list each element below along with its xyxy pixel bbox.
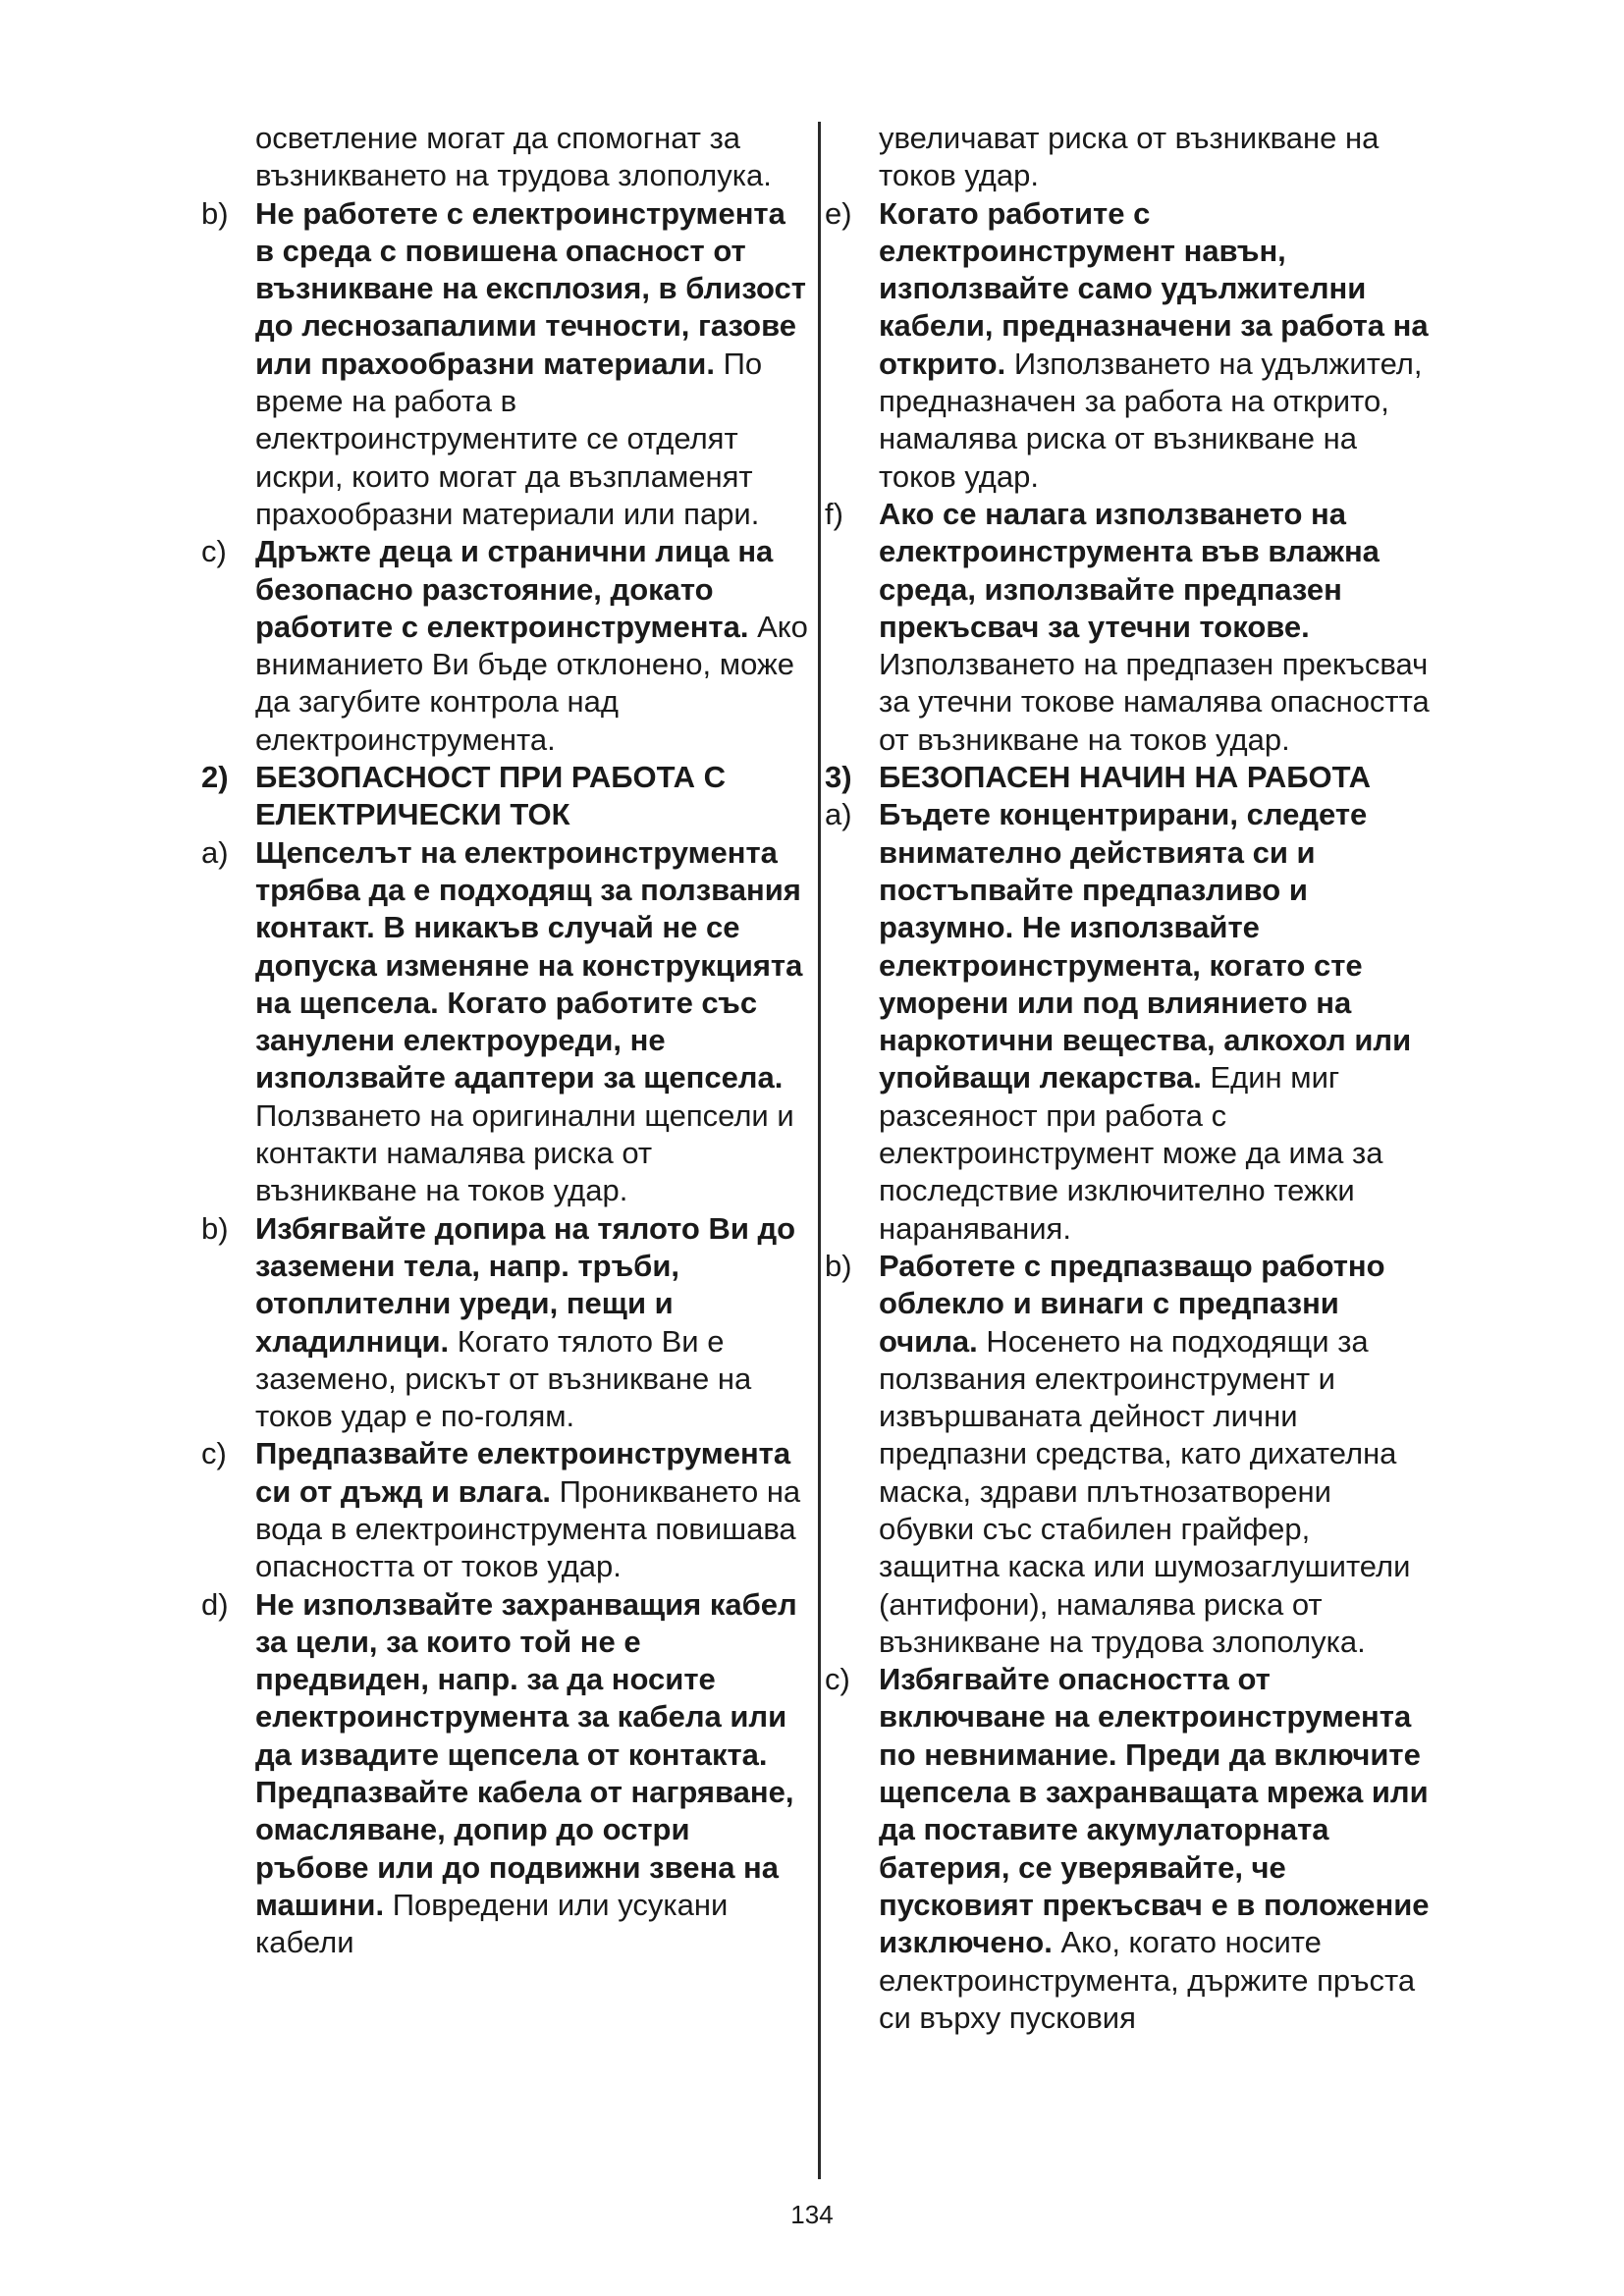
warning-bold: Работете с предпазващо работно облекло и винаги с предпазни очила.	[879, 1248, 1385, 1359]
list-marker: d)	[201, 1586, 229, 1622]
list-marker: b)	[825, 1248, 852, 1283]
list-item-c-rain	[201, 1435, 808, 1585]
paragraph-continuation	[825, 120, 1434, 195]
explanation-text: По време на работа в електроинструментите се отделят искри, които могат да възпламенят прахообразни материали или пари.	[255, 346, 763, 531]
list-item-b-protective	[825, 1248, 1434, 1661]
paragraph-text: увеличават риска от възникване на токов удар.	[879, 121, 1380, 193]
list-marker: c)	[825, 1662, 850, 1697]
warning-bold: Избягвайте допира на тялото Ви до заземени тела, напр. тръби, отоплителни уреди, пещи и хладилници.	[255, 1210, 796, 1359]
list-marker: e)	[825, 195, 852, 231]
section-heading-electrical-safety	[201, 759, 808, 834]
left-column	[201, 120, 808, 1962]
paragraph-continuation	[201, 120, 808, 195]
warning-bold: Не използвайте захранващия кабел за цели, за които той не е предвиден, напр. за да носите електроинструмента за кабела или да извадите щепсела от контакта. Предпазвайте кабела от нагряване, омасляване, допир до остри ръбове или до подвижни звена на машини.	[255, 1586, 797, 1922]
right-column	[825, 120, 1434, 2037]
section-heading-safe-work	[825, 759, 1434, 796]
explanation-text: Използването на предпазен прекъсвач за утечни токове намалява опасността от възникване на токов удар.	[879, 647, 1430, 757]
section-number: 2)	[201, 760, 229, 795]
list-item-b-explosive	[201, 195, 808, 534]
list-marker: f)	[825, 496, 843, 531]
explanation-text: Проникването на вода в електроинструмента повишава опасността от токов удар.	[255, 1473, 801, 1584]
explanation-text: Носенето на подходящи за ползвания електроинструмент и извършваната дейност лични предпазни средства, като дихателна маска, здрави плътнозатворени обувки със стабилен грайфер, защитна каска или шумозаглушители (антифони), намалява риска от възникване на трудова злополука.	[879, 1323, 1411, 1659]
list-item-c-children	[201, 533, 808, 759]
section-title: БЕЗОПАСЕН НАЧИН НА РАБОТА	[879, 760, 1372, 795]
warning-bold: Предпазвайте електроинструмента си от дъжд и влага.	[255, 1436, 791, 1509]
list-marker: a)	[825, 797, 852, 832]
list-item-f-damp	[825, 496, 1434, 759]
explanation-text: Когато тялото Ви е заземено, рискът от възникване на токов удар е по-голям.	[255, 1323, 752, 1434]
list-marker: b)	[201, 195, 229, 231]
list-item-a-attention	[825, 796, 1434, 1248]
column-divider	[818, 122, 821, 2179]
page-number: 134	[790, 2200, 834, 2229]
list-item-c-accidental-start	[825, 1661, 1434, 2037]
list-marker: b)	[201, 1210, 229, 1246]
warning-bold: Дръжте деца и странични лица на безопасно разстояние, докато работите с електроинструмента.	[255, 534, 774, 644]
list-item-d-cable	[201, 1586, 808, 1962]
warning-bold: Не работете с електроинструмента в среда с повишена опасност от възникване на експлозия, в близост до леснозапалими течности, газове или прахообразни материали.	[255, 195, 806, 381]
explanation-text: Ако, когато носите електроинструмента, държите пръста си върху пусковия	[879, 1925, 1416, 2035]
warning-bold: Щепселът на електроинструмента трябва да е подходящ за ползвания контакт. В никакъв случай не се допуска изменяне на конструкцията на щепсела. Когато работите със занулени електроуреди, не използвайте адаптери за щепсела.	[255, 834, 803, 1095]
list-item-e-outdoor	[825, 195, 1434, 496]
explanation-text: Един миг разсеяност при работа с електроинструмент може да има за последствие изключително тежки наранявания.	[879, 1060, 1383, 1246]
warning-bold: Бъдете концентрирани, следете внимателно действията си и постъпвайте предпазливо и разумно. Не използвайте електроинструмента, когато сте уморени или под влиянието на наркотични вещества, алкохол или упойващи лекарства.	[879, 797, 1412, 1095]
paragraph-text: осветление могат да спомогнат за възникването на трудова злополука.	[255, 121, 772, 193]
list-item-b-grounded	[201, 1210, 808, 1436]
explanation-text: Ако вниманието Ви бъде отклонено, може да загубите контрола над електроинструмента.	[255, 609, 808, 757]
explanation-text: Използването на удължител, предназначен за работа на открито, намалява риска от възникване на токов удар.	[879, 346, 1423, 494]
explanation-text: Повредени или усукани кабели	[255, 1887, 729, 1960]
list-marker: c)	[201, 534, 227, 569]
section-title: БЕЗОПАСНОСТ ПРИ РАБОТА С ЕЛЕКТРИЧЕСКИ ТОК	[255, 760, 726, 832]
list-marker: a)	[201, 834, 229, 870]
warning-bold: Когато работите с електроинструмент навън, използвайте само удължителни кабели, предназначени за работа на открито.	[879, 195, 1429, 381]
section-number: 3)	[825, 760, 852, 795]
list-item-a-plug	[201, 834, 808, 1210]
explanation-text: Ползването на оригинални щепсели и контакти намалява риска от възникване на токов удар.	[255, 1097, 794, 1208]
warning-bold: Ако се налага използването на електроинструмента във влажна среда, използвайте предпазен прекъсвач за утечни токове.	[879, 496, 1380, 644]
warning-bold: Избягвайте опасността от включване на електроинструмента по невнимание. Преди да включите щепсела в захранващата мрежа или да поставите акумулаторната батерия, се уверявайте, че пусковият прекъсвач е в положение изключено.	[879, 1662, 1430, 1960]
list-marker: c)	[201, 1436, 227, 1471]
